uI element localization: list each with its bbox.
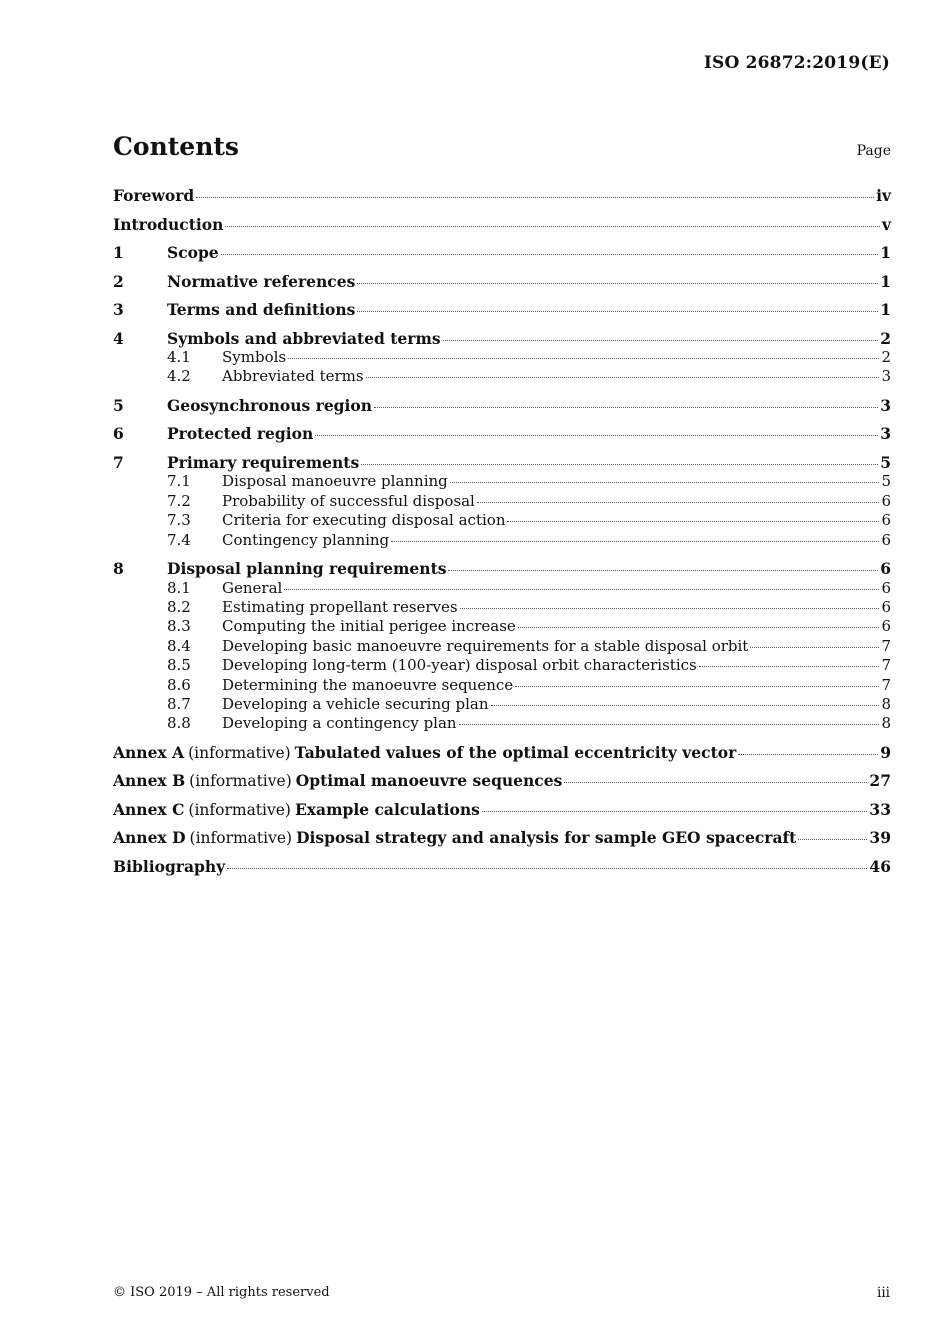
toc-entry-foreword[interactable]: Foreword iv (113, 186, 891, 205)
contents-heading (113, 132, 891, 161)
toc-subsection-number: 4.1 (167, 348, 191, 367)
dot-leader (750, 647, 879, 648)
dot-leader (564, 782, 867, 783)
toc-page-number: v (881, 214, 891, 234)
dot-leader (507, 521, 879, 522)
dot-leader (366, 377, 880, 378)
annex-label: Annex B (113, 771, 186, 791)
toc-page-number: 7 (881, 636, 891, 655)
toc-subsection-number: 7.4 (167, 530, 191, 549)
toc-page-number: 7 (881, 675, 891, 694)
toc-entry-introduction[interactable]: Introduction v (113, 214, 891, 234)
toc-page-number: 8 (881, 694, 891, 713)
annex-status: (informative) (188, 800, 291, 819)
toc-page-number: 1 (880, 271, 891, 291)
dot-leader (227, 868, 867, 869)
toc-subentry-determining-manoeuvre-sequence[interactable]: 8.6 Determining the manoeuvre sequence 7 (167, 675, 891, 694)
toc-subentry-symbols[interactable]: 4.1 Symbols 2 (167, 348, 891, 367)
toc-subsection-number: 8.4 (167, 636, 191, 655)
toc-subsection-number: 8.7 (167, 694, 191, 713)
dot-leader (221, 254, 879, 255)
toc-page-number: 1 (880, 300, 891, 319)
toc-page-number: 6 (881, 491, 891, 510)
toc-section-number: 2 (113, 271, 124, 291)
toc-entry-protected-region[interactable]: 6 Protected region 3 (113, 424, 891, 444)
dot-leader (460, 608, 880, 609)
toc-section-number: 7 (113, 452, 124, 472)
toc-entry-annex-b[interactable]: Annex B (informative) Optimal manoeuvre sequences 27 (113, 771, 891, 791)
toc-page-number: 46 (869, 856, 891, 876)
dot-leader (699, 666, 880, 667)
toc-subentry-contingency-plan[interactable]: 8.8 Developing a contingency plan 8 (167, 714, 891, 733)
toc-page-number: 5 (880, 452, 891, 472)
dot-leader (738, 754, 878, 755)
toc-subentry-disposal-manoeuvre-planning[interactable]: 7.1 Disposal manoeuvre planning 5 (167, 472, 891, 491)
dot-leader (448, 570, 878, 571)
annex-label: Annex D (113, 828, 186, 848)
table-of-contents (113, 186, 891, 885)
dot-leader (357, 311, 878, 312)
toc-subsection-number: 7.1 (167, 472, 191, 491)
toc-page-number: 2 (881, 348, 891, 367)
document-id: ISO 26872:2019(E) (703, 53, 890, 73)
dot-leader (196, 197, 874, 198)
dot-leader (288, 358, 879, 359)
toc-page-number: 6 (881, 578, 891, 597)
toc-page-number: 33 (869, 799, 891, 819)
dot-leader (443, 340, 879, 341)
page-column-label: Page (856, 143, 891, 159)
toc-subsection-number: 8.6 (167, 675, 191, 694)
copyright-notice: © ISO 2019 – All rights reserved (113, 1285, 330, 1300)
toc-entry-symbols-and-abbreviated-terms[interactable]: 4 Symbols and abbreviated terms 2 (113, 328, 891, 348)
toc-subentry-vehicle-securing-plan[interactable]: 8.7 Developing a vehicle securing plan 8 (167, 694, 891, 713)
toc-page-number: 39 (869, 828, 891, 848)
dot-leader (518, 627, 880, 628)
toc-page-number: 7 (881, 656, 891, 675)
toc-subentry-general[interactable]: 8.1 General 6 (167, 578, 891, 597)
toc-subsection-number: 7.2 (167, 491, 191, 510)
toc-page-number: 27 (869, 771, 891, 791)
toc-page-number: 3 (880, 395, 891, 415)
toc-page-number: 3 (881, 367, 891, 386)
toc-entry-scope[interactable]: 1 Scope 1 (113, 243, 891, 262)
toc-entry-disposal-planning-requirements[interactable]: 8 Disposal planning requirements 6 (113, 559, 891, 579)
dot-leader (482, 811, 868, 812)
toc-section-number: 1 (113, 243, 124, 262)
toc-subentry-computing-initial-perigee-increase[interactable]: 8.3 Computing the initial perigee increase 6 (167, 617, 891, 636)
annex-label: Annex A (113, 742, 185, 762)
toc-page-number: 5 (881, 472, 891, 491)
toc-page-number: 6 (881, 530, 891, 549)
annex-label: Annex C (113, 799, 185, 819)
toc-entry-terms-and-definitions[interactable]: 3 Terms and definitions 1 (113, 300, 891, 319)
toc-entry-annex-d[interactable]: Annex D (informative) Disposal strategy and analysis for sample GEO spacecraft 39 (113, 828, 891, 848)
toc-page-number: 2 (880, 328, 891, 348)
toc-subentry-abbreviated-terms[interactable]: 4.2 Abbreviated terms 3 (167, 367, 891, 386)
toc-entry-annex-a[interactable]: Annex A (informative) Tabulated values of the optimal eccentricity vector 9 (113, 742, 891, 762)
dot-leader (374, 407, 878, 408)
toc-entry-normative-references[interactable]: 2 Normative references 1 (113, 271, 891, 291)
dot-leader (477, 502, 880, 503)
toc-page-number: 1 (880, 243, 891, 262)
toc-subsection-number: 4.2 (167, 367, 191, 386)
toc-subentry-long-term-disposal-orbit[interactable]: 8.5 Developing long-term (100-year) disposal orbit characteristics 7 (167, 656, 891, 675)
dot-leader (491, 705, 880, 706)
dot-leader (515, 686, 879, 687)
toc-subentry-contingency-planning[interactable]: 7.4 Contingency planning 6 (167, 530, 891, 549)
toc-page-number: 8 (881, 714, 891, 733)
toc-section-number: 3 (113, 300, 124, 319)
dot-leader (361, 464, 878, 465)
dot-leader (284, 589, 879, 590)
toc-subentry-probability-of-successful-disposal[interactable]: 7.2 Probability of successful disposal 6 (167, 491, 891, 510)
toc-entry-annex-c[interactable]: Annex C (informative) Example calculations 33 (113, 799, 891, 819)
dot-leader (798, 839, 867, 840)
toc-section-number: 8 (113, 559, 124, 579)
page-number: iii (877, 1285, 890, 1301)
toc-page-number: 6 (881, 617, 891, 636)
toc-section-number: 5 (113, 395, 124, 415)
toc-entry-primary-requirements[interactable]: 7 Primary requirements 5 (113, 452, 891, 472)
toc-subsection-number: 8.5 (167, 656, 191, 675)
annex-status: (informative) (188, 743, 291, 762)
annex-status: (informative) (189, 829, 293, 848)
toc-entry-geosynchronous-region[interactable]: 5 Geosynchronous region 3 (113, 395, 891, 415)
toc-subsection-number: 8.3 (167, 617, 191, 636)
dot-leader (450, 482, 880, 483)
contents-title: Contents (113, 132, 240, 161)
toc-page-number: 9 (880, 742, 891, 762)
toc-page-number: 3 (880, 424, 891, 444)
toc-subsection-number: 8.1 (167, 578, 191, 597)
toc-section-number: 4 (113, 328, 124, 348)
toc-subentry-estimating-propellant-reserves[interactable]: 8.2 Estimating propellant reserves 6 (167, 598, 891, 617)
toc-subentry-basic-manoeuvre-requirements[interactable]: 8.4 Developing basic manoeuvre requirements for a stable disposal orbit 7 (167, 636, 891, 655)
dot-leader (391, 541, 879, 542)
dot-leader (459, 724, 880, 725)
toc-subsection-number: 8.8 (167, 714, 191, 733)
annex-status: (informative) (189, 772, 292, 791)
dot-leader (357, 283, 878, 284)
toc-page-number: iv (876, 186, 891, 205)
dot-leader (315, 435, 878, 436)
toc-page-number: 6 (881, 511, 891, 530)
toc-subsection-number: 7.3 (167, 511, 191, 530)
toc-entry-bibliography[interactable]: Bibliography 46 (113, 856, 891, 876)
toc-section-number: 6 (113, 424, 124, 444)
toc-page-number: 6 (880, 559, 891, 579)
dot-leader (225, 226, 880, 227)
toc-subentry-criteria-for-executing-disposal-action[interactable]: 7.3 Criteria for executing disposal action 6 (167, 511, 891, 530)
toc-page-number: 6 (881, 598, 891, 617)
toc-subsection-number: 8.2 (167, 598, 191, 617)
